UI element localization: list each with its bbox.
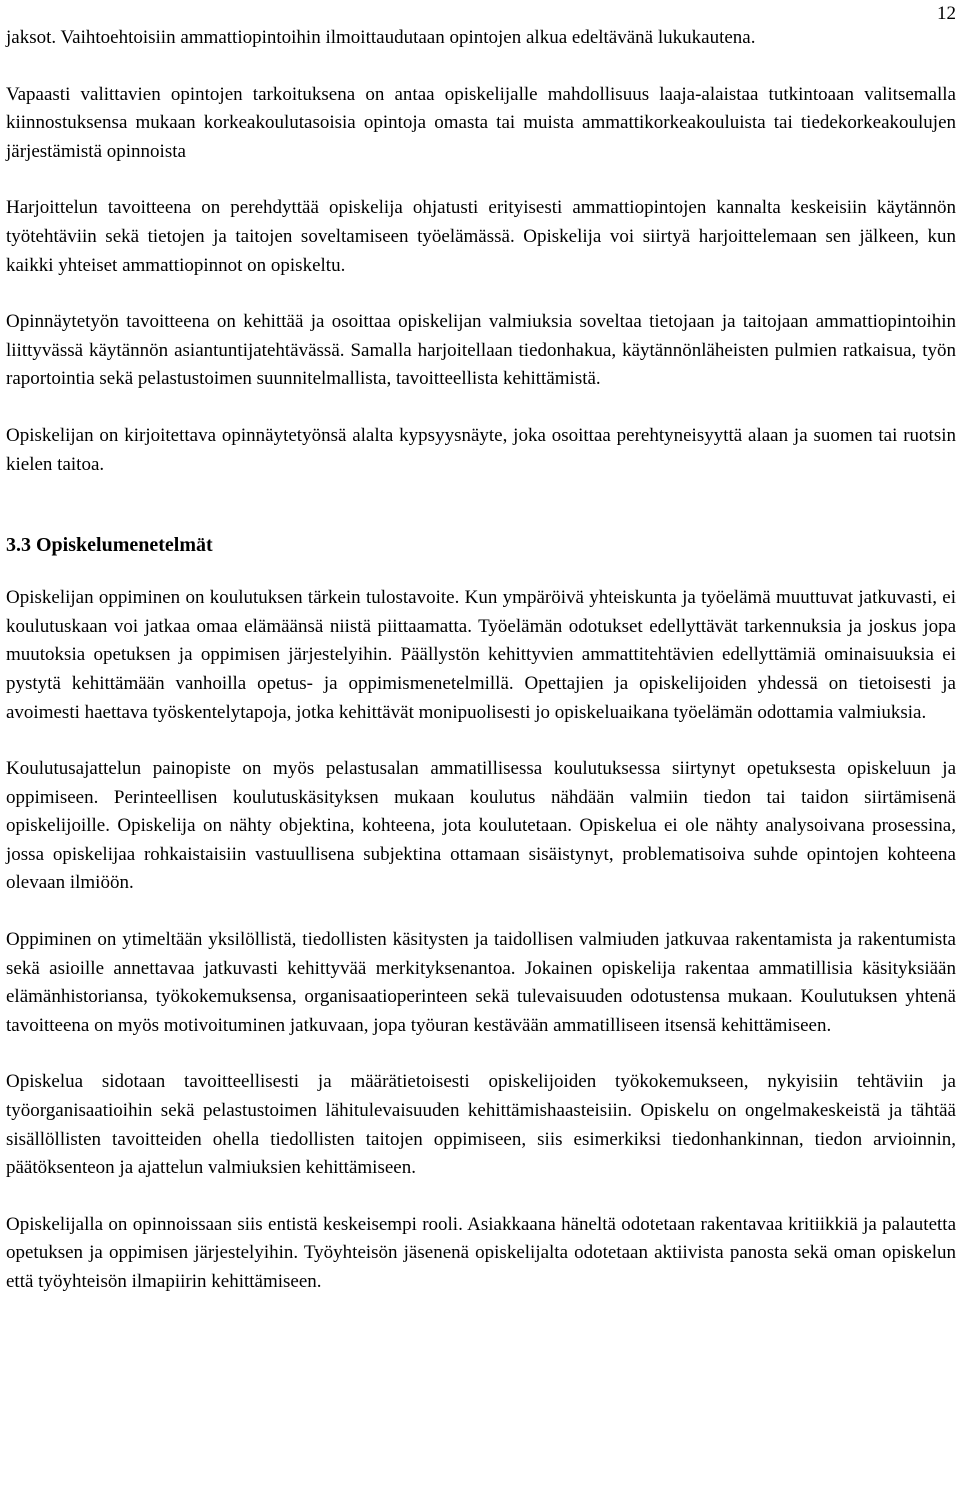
paragraph-student-role: Opiskelijalla on opinnoissaan siis entistä keskeisempi rooli. Asiakkaana häneltä odotetaan rakentavaa kritiikkiä ja palautetta opetuksen ja oppimisen järjestelyihin. Työyhteisön jäsenenä opiskelijalta odotetaan aktiivista panosta sekä oman opiskelun että työyhteisön ilmapiirin kehittämiseen. [6, 1213, 956, 1292]
document-body [6, 24, 956, 1297]
paragraph-learning-goal: Opiskelijan oppiminen on koulutuksen tärkein tulostavoite. Kun ympäröivä yhteiskunta ja työelämä muuttuvat jatkuvasti, ei koulutuskaan voi jatkaa omaa elämäänsä niistä piittaamatta. Työelämän odotukset edellyttävät tarkennuksia ja joskus jopa muutoksia opetuksen ja oppimisen järjestelyihin. Päällystön kehittyvien ammattitehtävien edellyttämiä ominaisuuksia ei pystytä kehittämään vanhoilla opetus- ja oppimismenetelmillä. Opettajien ja opiskelijoiden yhdessä on tietoisesti ja avoimesti haettava työskentelytapoja, jotka kehittävät monipuolisesti jo opiskeluaikana työelämän odottamia valmiuksia. [6, 587, 956, 723]
paragraph-continuation: jaksot. Vaihtoehtoisiin ammattiopintoihin ilmoittaudutaan opintojen alkua edeltävänä lukukautena. [6, 27, 756, 48]
section-heading: 3.3 Opiskelumenetelmät [6, 534, 213, 557]
paragraph-goal-oriented-study: Opiskelua sidotaan tavoitteellisesti ja määrätietoisesti opiskelijoiden työkokemukseen, nykyisiin tehtäviin ja työorganisaatioihin sekä pelastustoimen lähitulevaisuuden kehittämishaasteisiin. Opiskelu on ongelmakeskeistä ja tähtää sisällöllisten tavoitteiden ohella tiedollisten taitojen oppimiseen, siis esimerkiksi tiedonhankinnan, tiedon arvioinnin, päätöksenteon ja ajattelun valmiuksien kehittämiseen. [6, 1071, 956, 1179]
paragraph-maturity-test: Opiskelijan on kirjoitettava opinnäytetyönsä alalta kypsyysnäyte, joka osoittaa perehtyneisyyttä alaan ja suomen tai ruotsin kielen taitoa. [6, 424, 956, 475]
page-number: 12 [937, 3, 956, 24]
paragraph-focus-shift: Koulutusajattelun painopiste on myös pelastusalan ammatillisessa koulutuksessa siirtynyt opetuksesta opiskeluun ja oppimiseen. Perinteellisen koulutuskäsityksen mukaan koulutus nähdään valmiin tiedon tai taidon siirtämisenä opiskelijoille. Opiskelija on nähty objektina, kohteena, jota koulutetaan. Opiskelua ei ole nähty analysoivana prosessina, jossa opiskelijaa rohkaistaisiin vastuullisena subjektina ottamaan sisäistynyt, problematisoiva suhde opintojen kohteena olevaan ilmiöön. [6, 758, 956, 894]
paragraph-elective-studies: Vapaasti valittavien opintojen tarkoituksena on antaa opiskelijalle mahdollisuus laaja-alaistaa tutkintoaan valitsemalla kiinnostuksensa mukaan korkeakoulutasoisia opintoja omasta tai muista ammattikorkeakouluista tai tiedekorkeakoulujen järjestämistä opinnoista [6, 83, 956, 162]
paragraph-internship: Harjoittelun tavoitteena on perehdyttää opiskelija ohjatusti erityisesti ammattiopintojen kannalta keskeisiin käytännön työtehtäviin sekä tietojen ja taitojen soveltamiseen työelämässä. Opiskelija voi siirtyä harjoittelemaan sen jälkeen, kun kaikki yhteiset ammattiopinnot on opiskeltu. [6, 197, 956, 276]
paragraph-thesis: Opinnäytetyön tavoitteena on kehittää ja osoittaa opiskelijan valmiuksia soveltaa tietojaan ja taitojaan ammattiopintoihin liittyvässä käytännön asiantuntijatehtävässä. Samalla harjoitellaan tiedonhakua, käytännönläheisten pulmien ratkaisua, työn raportointia sekä pelastustoimen suunnitelmallista, tavoitteellista kehittämistä. [6, 311, 956, 390]
paragraph-individual-learning: Oppiminen on ytimeltään yksilöllistä, tiedollisten käsitysten ja taidollisen valmiuden jatkuvaa rakentamista ja rakentumista sekä asioille annettavaa jatkuvasti kehittyvää merkityksenantoa. Jokainen opiskelija rakentaa ammatillisia käsityksiään elämänhistoriansa, työkokemuksensa, organisaatioperinteen sekä tulevaisuuden odotustensa mukaan. Koulutuksen yhtenä tavoitteena on myös motivoituminen jatkuvaan, jopa työuran kestävään ammatilliseen itsensä kehittämiseen. [6, 929, 956, 1036]
